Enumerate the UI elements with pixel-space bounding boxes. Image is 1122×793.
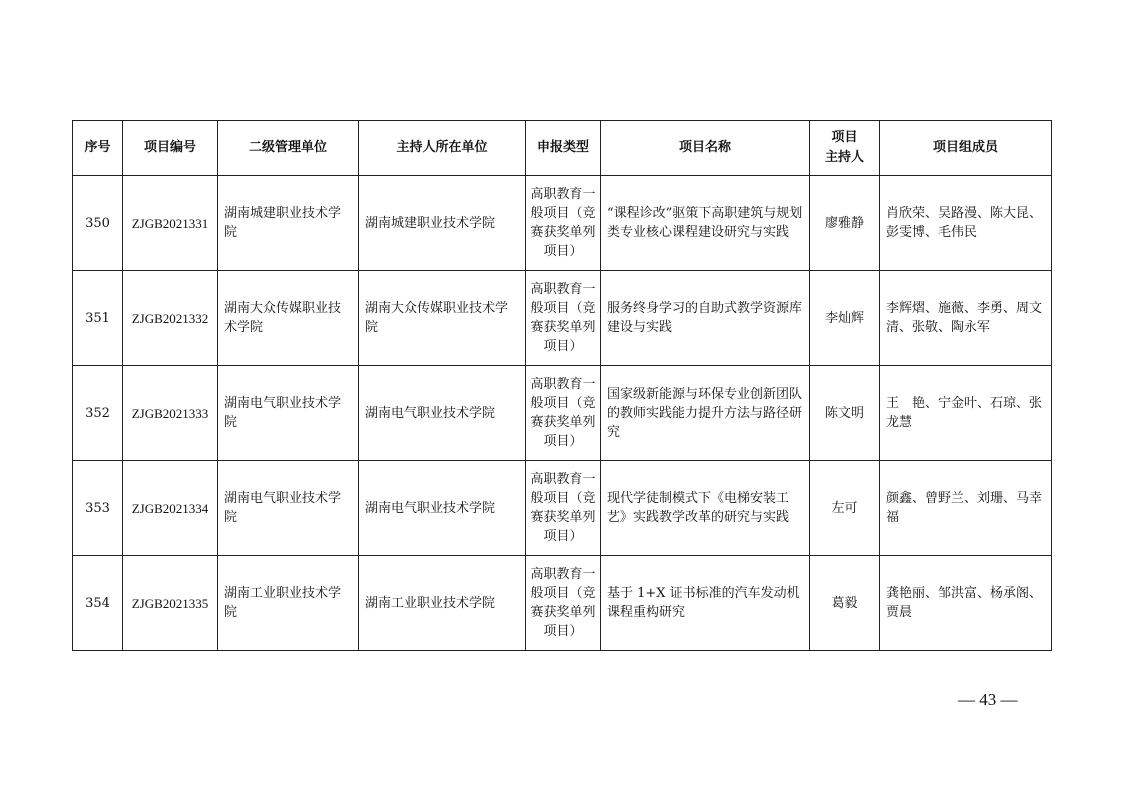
cell-host: 葛毅 (810, 556, 880, 651)
cell-type: 高职教育一般项目（竞赛获奖单列项目） (526, 176, 601, 271)
cell-index: 350 (73, 176, 123, 271)
header-members: 项目组成员 (880, 121, 1052, 176)
cell-project-name: “课程诊改”驱策下高职建筑与规划类专业核心课程建设研究与实践 (601, 176, 810, 271)
header-type: 申报类型 (526, 121, 601, 176)
cell-admin-unit: 湖南电气职业技术学院 (218, 461, 359, 556)
cell-project-name: 现代学徒制模式下《电梯安装工艺》实践教学改革的研究与实践 (601, 461, 810, 556)
cell-members: 李辉熠、施薇、李勇、周文清、张敬、陶永军 (880, 271, 1052, 366)
cell-project-code: ZJGB2021334 (123, 461, 218, 556)
cell-admin-unit: 湖南电气职业技术学院 (218, 366, 359, 461)
table-header-row (73, 121, 1052, 176)
cell-host: 李灿辉 (810, 271, 880, 366)
header-admin-unit: 二级管理单位 (218, 121, 359, 176)
table-row (73, 271, 1052, 366)
cell-members: 肖欣荣、吴路漫、陈大昆、彭雯博、毛伟民 (880, 176, 1052, 271)
header-project-code: 项目编号 (123, 121, 218, 176)
cell-admin-unit: 湖南大众传媒职业技术学院 (218, 271, 359, 366)
cell-index: 353 (73, 461, 123, 556)
cell-type: 高职教育一般项目（竞赛获奖单列项目） (526, 271, 601, 366)
cell-host-unit: 湖南电气职业技术学院 (359, 461, 526, 556)
table-row (73, 461, 1052, 556)
cell-host-unit: 湖南城建职业技术学院 (359, 176, 526, 271)
cell-type: 高职教育一般项目（竞赛获奖单列项目） (526, 366, 601, 461)
cell-index: 351 (73, 271, 123, 366)
cell-members: 王 艳、宁金叶、石琼、张龙慧 (880, 366, 1052, 461)
cell-index: 352 (73, 366, 123, 461)
cell-project-name: 服务终身学习的自助式教学资源库建设与实践 (601, 271, 810, 366)
cell-host-unit: 湖南大众传媒职业技术学院 (359, 271, 526, 366)
cell-admin-unit: 湖南城建职业技术学院 (218, 176, 359, 271)
header-host-unit: 主持人所在单位 (359, 121, 526, 176)
cell-type: 高职教育一般项目（竞赛获奖单列项目） (526, 461, 601, 556)
table-row (73, 176, 1052, 271)
header-host: 项目 主持人 (810, 121, 880, 176)
cell-host-unit: 湖南电气职业技术学院 (359, 366, 526, 461)
cell-project-name: 国家级新能源与环保专业创新团队的教师实践能力提升方法与路径研究 (601, 366, 810, 461)
cell-host-unit: 湖南工业职业技术学院 (359, 556, 526, 651)
cell-host: 陈文明 (810, 366, 880, 461)
cell-project-code: ZJGB2021335 (123, 556, 218, 651)
cell-type: 高职教育一般项目（竞赛获奖单列项目） (526, 556, 601, 651)
page-number: — 43 — (958, 690, 1018, 709)
cell-project-code: ZJGB2021331 (123, 176, 218, 271)
table-row (73, 366, 1052, 461)
cell-host: 左可 (810, 461, 880, 556)
cell-host: 廖雅静 (810, 176, 880, 271)
table-row (73, 556, 1052, 651)
cell-project-name: 基于 1+X 证书标准的汽车发动机课程重构研究 (601, 556, 810, 651)
project-table (72, 120, 1052, 651)
project-table-container (72, 120, 1051, 651)
cell-members: 龚艳丽、邹洪富、杨承阁、贾晨 (880, 556, 1052, 651)
cell-project-code: ZJGB2021332 (123, 271, 218, 366)
cell-project-code: ZJGB2021333 (123, 366, 218, 461)
header-index: 序号 (73, 121, 123, 176)
cell-index: 354 (73, 556, 123, 651)
header-project-name: 项目名称 (601, 121, 810, 176)
cell-admin-unit: 湖南工业职业技术学院 (218, 556, 359, 651)
cell-members: 颜鑫、曾野兰、刘珊、马幸福 (880, 461, 1052, 556)
